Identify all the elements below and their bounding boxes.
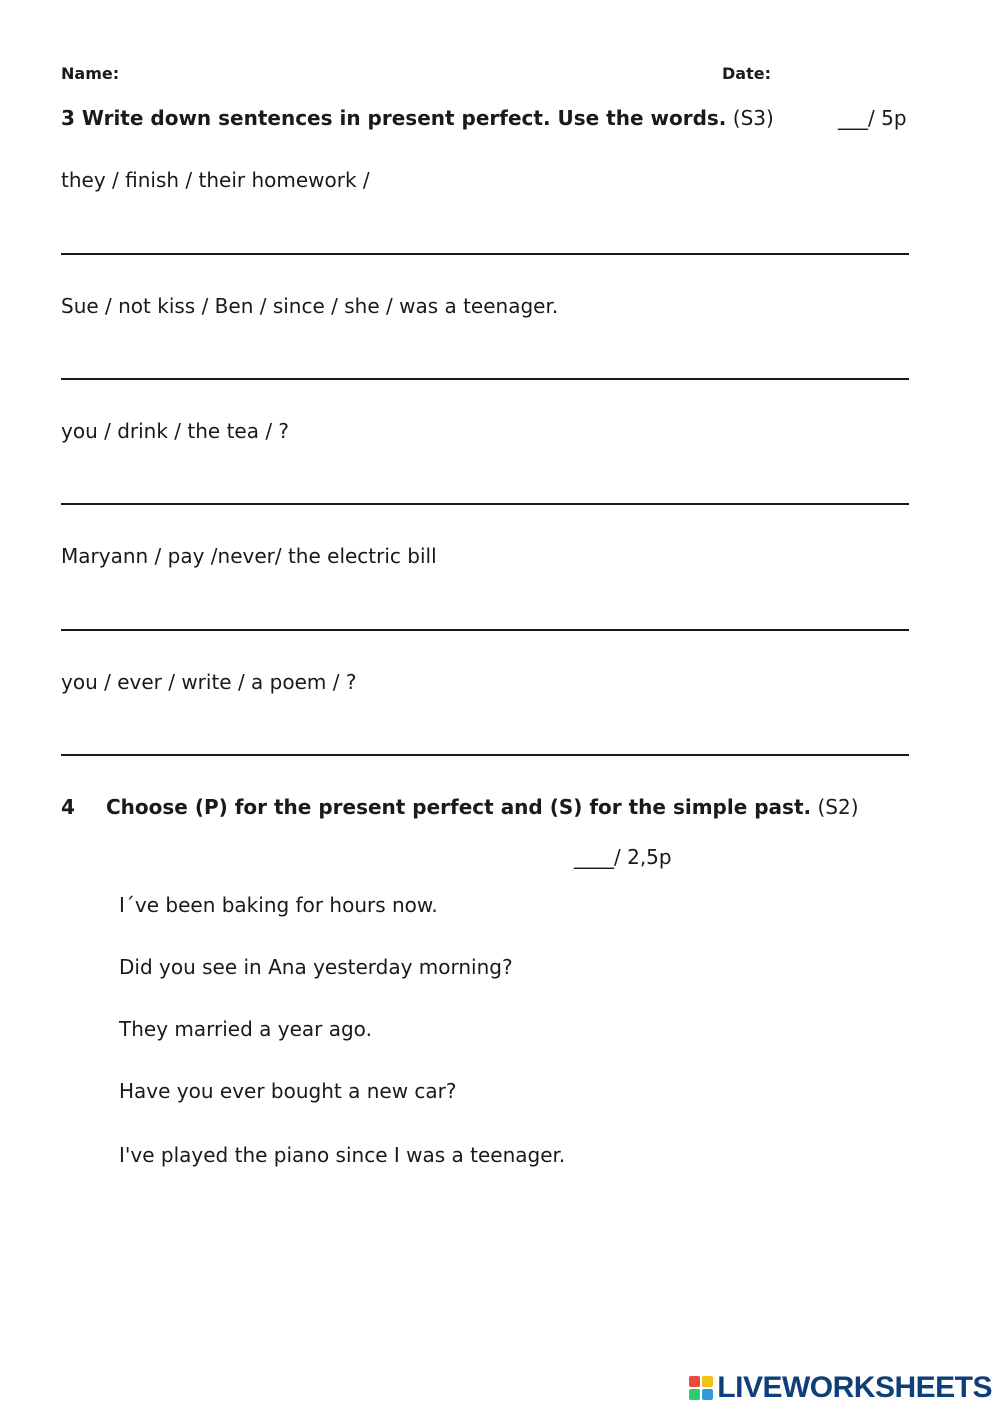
section3-item-4: Maryann / pay /never/ the electric bill xyxy=(61,544,437,568)
section3-item-1: they / finish / their homework / xyxy=(61,168,370,192)
logo-square-red xyxy=(689,1376,700,1387)
answer-line-5[interactable] xyxy=(61,754,909,756)
section4-heading xyxy=(106,795,859,819)
name-label: Name: xyxy=(61,64,120,83)
answer-line-3[interactable] xyxy=(61,503,909,505)
liveworksheets-logo xyxy=(689,1371,992,1405)
section3-item-2: Sue / not kiss / Ben / since / she / was a teenager. xyxy=(61,294,559,318)
section4-item-5: I've played the piano since I was a teenager. xyxy=(119,1143,566,1167)
liveworksheets-logo-icon xyxy=(689,1376,713,1400)
date-label: Date: xyxy=(722,64,771,83)
section4-title: Choose (P) for the present perfect and (S) for the simple past. xyxy=(106,795,812,819)
section4-score: ____/ 2,5p xyxy=(574,845,672,869)
section4-code: (S2) xyxy=(817,795,859,819)
answer-line-4[interactable] xyxy=(61,629,909,631)
section4-item-2: Did you see in Ana yesterday morning? xyxy=(119,955,513,979)
liveworksheets-brand: LIVEWORKSHEETS xyxy=(717,1371,992,1404)
section4-item-1: I´ve been baking for hours now. xyxy=(119,893,438,917)
section3-item-5: you / ever / write / a poem / ? xyxy=(61,670,357,694)
section3-item-3: you / drink / the tea / ? xyxy=(61,419,290,443)
section3-code: (S3) xyxy=(732,106,774,130)
section4-number: 4 xyxy=(61,795,75,819)
section3-title: 3 Write down sentences in present perfect. Use the words. xyxy=(61,106,727,130)
answer-line-1[interactable] xyxy=(61,253,909,255)
logo-square-green xyxy=(689,1389,700,1400)
section3-heading xyxy=(61,106,774,130)
answer-line-2[interactable] xyxy=(61,378,909,380)
section4-item-4: Have you ever bought a new car? xyxy=(119,1079,457,1103)
section3-score: ___/ 5p xyxy=(838,106,907,130)
logo-square-blue xyxy=(702,1389,713,1400)
section4-item-3: They married a year ago. xyxy=(119,1017,372,1041)
logo-square-yellow xyxy=(702,1376,713,1387)
